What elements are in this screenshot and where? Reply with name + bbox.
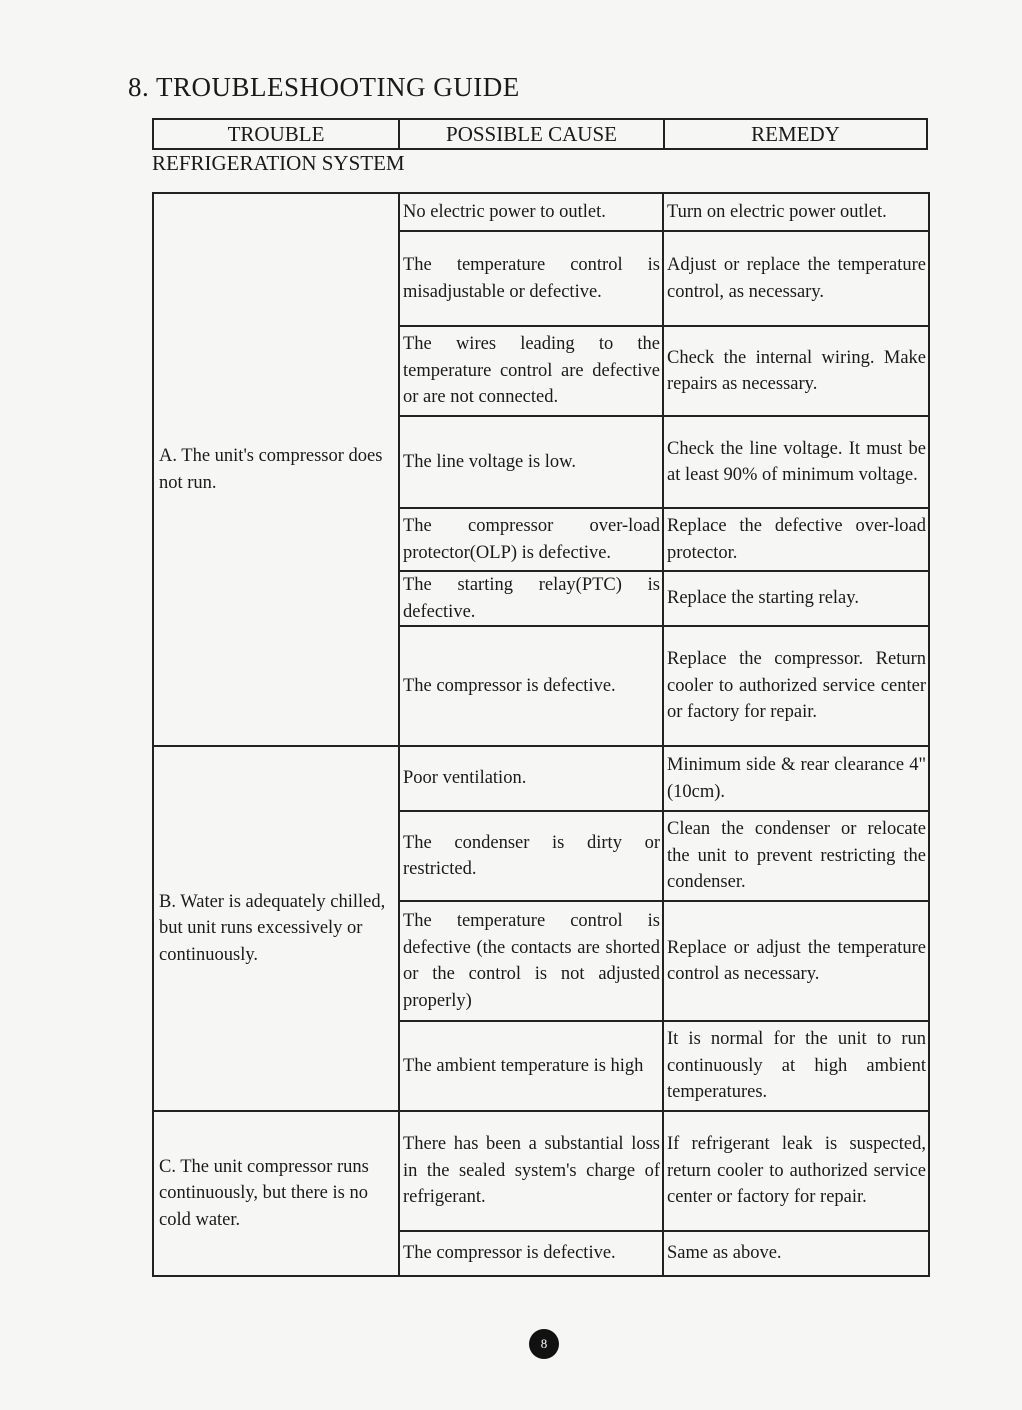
- possible-cause-cell: Poor ventilation.: [399, 746, 663, 811]
- remedy-cell: Check the line voltage. It must be at least 90% of minimum voltage.: [663, 416, 929, 508]
- possible-cause-cell: The ambient temperature is high: [399, 1021, 663, 1111]
- remedy-cell: Replace the compressor. Return cooler to authorized service center or factory for repair.: [663, 626, 929, 746]
- page-title: 8. TROUBLESHOOTING GUIDE: [128, 72, 520, 102]
- possible-cause-cell: There has been a substantial loss in the sealed system's charge of refrigerant.: [399, 1111, 663, 1231]
- remedy-cell: Minimum side & rear clearance 4"(10cm).: [663, 746, 929, 811]
- remedy-cell: Turn on electric power outlet.: [663, 193, 929, 231]
- possible-cause-cell: The wires leading to the temperature control are defective or are not connected.: [399, 326, 663, 416]
- possible-cause-cell: The temperature control is misadjustable or defective.: [399, 231, 663, 326]
- table-row: [153, 746, 929, 811]
- remedy-cell: Same as above.: [663, 1231, 929, 1276]
- table-header: [152, 118, 928, 150]
- remedy-cell: Replace or adjust the temperature control as necessary.: [663, 901, 929, 1021]
- troubleshooting-table: [152, 192, 930, 1277]
- table-row: [153, 193, 929, 231]
- possible-cause-cell: The compressor over-load protector(OLP) is defective.: [399, 508, 663, 571]
- possible-cause-cell: The condenser is dirty or restricted.: [399, 811, 663, 901]
- remedy-cell: Replace the starting relay.: [663, 571, 929, 626]
- possible-cause-cell: The compressor is defective.: [399, 1231, 663, 1276]
- header-trouble: TROUBLE: [227, 121, 325, 146]
- trouble-text: A. The unit's compressor does not run.: [159, 446, 383, 493]
- section-heading: REFRIGERATION SYSTEM: [152, 151, 405, 175]
- remedy-cell: Clean the condenser or relocate the unit to prevent restricting the condenser.: [663, 811, 929, 901]
- page-number: 8: [529, 1329, 559, 1359]
- header-remedy: REMEDY: [663, 120, 926, 148]
- remedy-cell: Check the internal wiring. Make repairs as necessary.: [663, 326, 929, 416]
- trouble-text: C. The unit compressor runs continuously, but there is no cold water.: [159, 1156, 369, 1230]
- trouble-cell: [153, 746, 399, 1111]
- trouble-cell: [153, 193, 399, 746]
- possible-cause-cell: The line voltage is low.: [399, 416, 663, 508]
- remedy-cell: If refrigerant leak is suspected, return cooler to authorized service center or factory for repair.: [663, 1111, 929, 1231]
- remedy-cell: It is normal for the unit to run continuously at high ambient temperatures.: [663, 1021, 929, 1111]
- possible-cause-cell: The starting relay(PTC) is defective.: [399, 571, 663, 626]
- header-possible-cause: POSSIBLE CAUSE: [398, 120, 663, 148]
- table-row: [153, 1111, 929, 1231]
- possible-cause-cell: No electric power to outlet.: [399, 193, 663, 231]
- trouble-text: B. Water is adequately chilled, but unit runs excessively or continuously.: [159, 891, 386, 965]
- remedy-cell: Replace the defective over-load protector.: [663, 508, 929, 571]
- remedy-cell: Adjust or replace the temperature control, as necessary.: [663, 231, 929, 326]
- trouble-cell: [153, 1111, 399, 1276]
- possible-cause-cell: The compressor is defective.: [399, 626, 663, 746]
- possible-cause-cell: The temperature control is defective (the contacts are shorted or the control is not adjusted properly): [399, 901, 663, 1021]
